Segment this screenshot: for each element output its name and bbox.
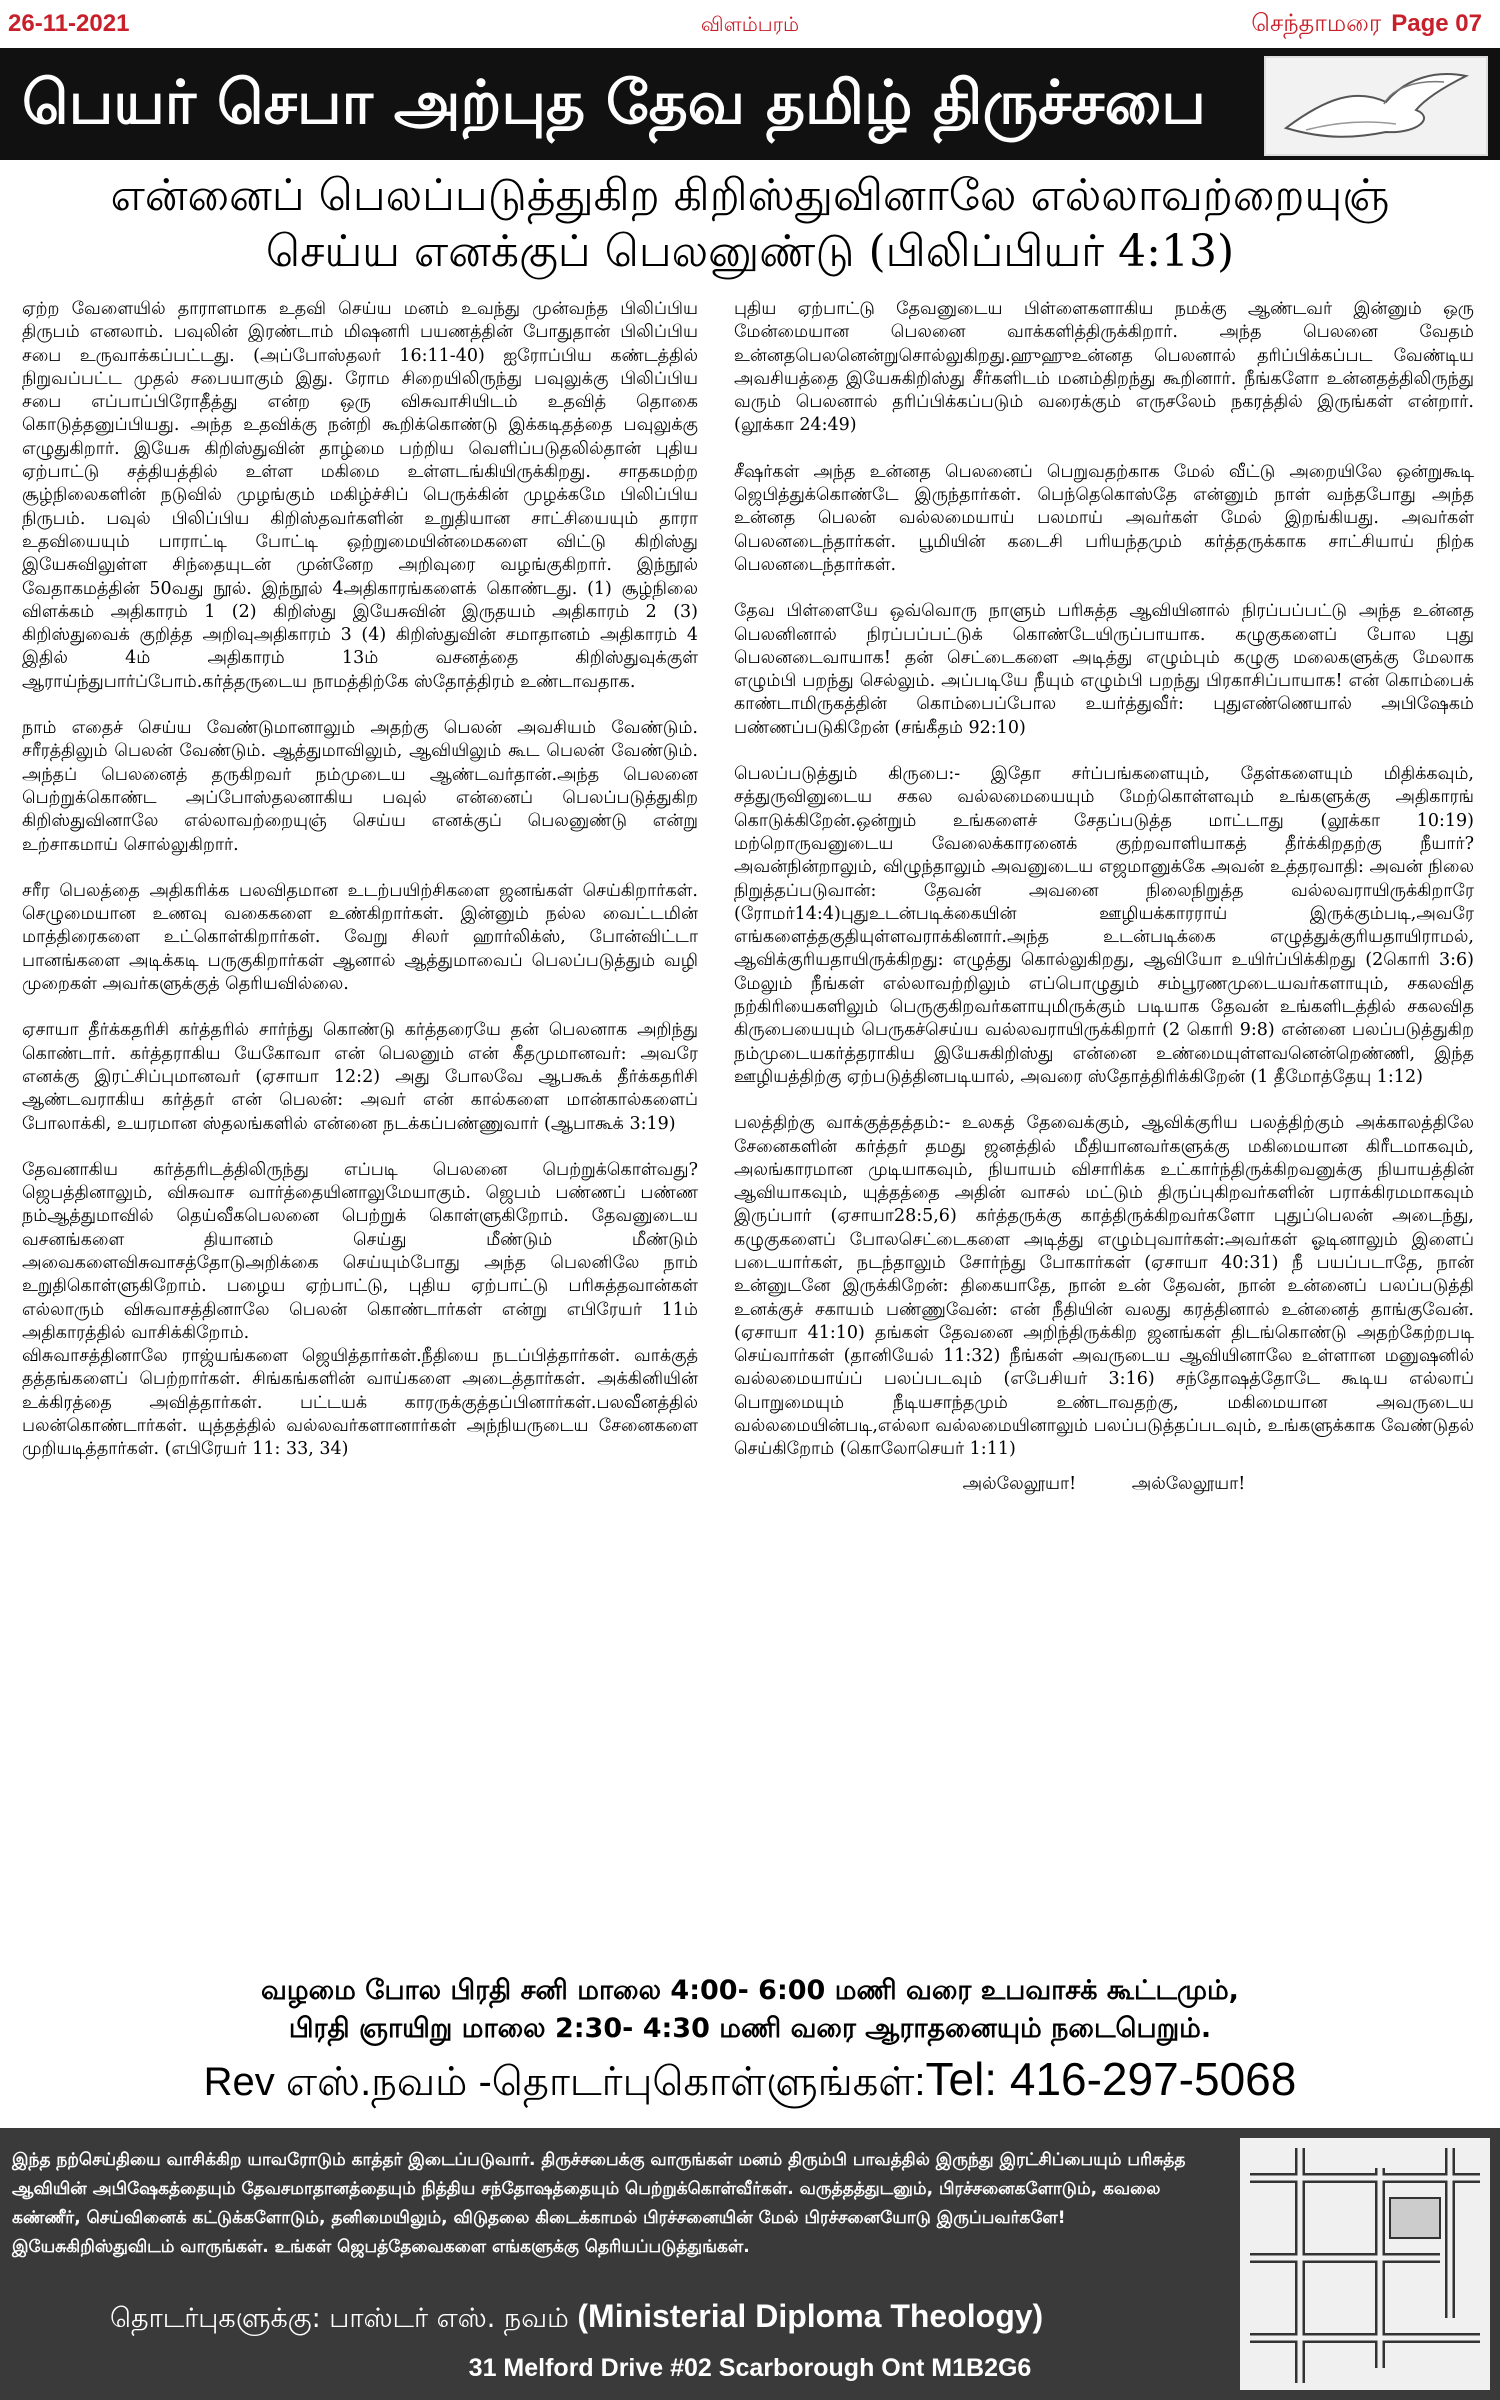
dove-logo-icon [1264,56,1488,156]
left-column [22,298,698,1485]
top-bar [0,0,1500,48]
hallelujah-2: அல்லேலூயா! [1131,1473,1246,1494]
headline-line-2: செய்ய எனக்குப் பெலனுண்டு (பிலிப்பியர் 4:13) [265,226,1235,277]
service-schedule [0,1972,1500,2048]
contacts-label: தொடர்புகளுக்கு: பாஸ்டர் எஸ். நவம் [110,2303,569,2334]
paragraph: நாம் எதைச் செய்ய வேண்டுமானாலும் அதற்கு பெலன் அவசியம் வேண்டும். சரீரத்திலும் பெலன் வேண்டும். ஆத்துமாவிலும், ஆவியிலும் கூட பெலன் வேண்டும். அந்தப் பெலனைத் தருகிறவர் நம்முடைய ஆண்டவர்தான்.அந்த பெலனை பெற்றுக்கொண்ட அப்போஸ்தலனாகிய பவுல் என்னைப் பெலப்படுத்துகிற கிறிஸ்துவினாலே எல்லாவற்றையுஞ் செய்ய எனக்குப் பெலனுண்டு என்று உற்சாகமாய் சொல்லுகிறார். [22,718,698,855]
footer-contacts [110,2298,1043,2338]
paragraph: பலத்திற்கு வாக்குத்தத்தம்:- உலகத் தேவைக்கும், ஆவிக்குரிய பலத்திற்கும் அக்காலத்திலே சேனைகளின் கர்த்தர் தமது ஜனத்தில் மீதியானவர்களுக்கு மகிமையான கிரீடமாகவும், அலங்காரமான முடியாகவும், நியாயம் விசாரிக்க உட்கார்ந்திருக்கிறவனுக்கு நியாயத்தின் ஆவியாகவும், யுத்தத்தை அதின் வாசல் மட்டும் திருப்புகிறவர்களின் பராக்கிரமமாகவும் இருப்பார் (ஏசாயா28:5,6) கர்த்தருக்கு காத்திருக்கிறவர்களோ புதுப்பெலன் அடைந்து, கழுகுகளைப் போலசெட்டைகளை அடித்து எழும்புவார்கள்:அவர்கள் ஓடினாலும் இளைப் படையார்கள், நடந்தாலும் சோர்ந்து போகார்கள் (ஏசாயா 40:31) நீ பயப்படாதே, நான் உன்னுடனே இருக்கிறேன்: திகையாதே, நான் உன் தேவன், நான் உன்னைப் பலப்படுத்தி உனக்குச் சகாயம் பண்ணுவேன்: என் நீதியின் வலது கரத்தினால் உன்னைத் தாங்குவேன். (ஏசாயா 41:10) தங்கள் தேவனை அறிந்திருக்கிற ஜனங்கள் திடங்கொண்டு அதற்கேற்றபடி செய்வார்கள் (தானியேல் 11:32) நீங்கள் அவருடைய ஆவியினாலே உள்ளான மனுஷனில் வல்லமையாய்ப் பலப்படவும் (எபேசியர் 3:16) சந்தோஷத்தோடே கூடிய எல்லாப் பொறுமையும் நீடியசாந்தமும் உண்டாவதற்கு, மகிமையான அவருடைய வல்லமையின்படி,எல்லா வல்லமையினாலும் பலப்படுத்தப்படவும், உங்களுக்காக வேண்டுதல் செய்கிறோம் (கொலோசெயர் 1:11) [734,1113,1474,1460]
headline [0,168,1500,280]
pastor-contact: Rev எஸ்.நவம் -தொடர்புகொள்ளுங்கள்: [203,2060,926,2104]
page-info [1251,10,1482,40]
telephone: Tel: 416-297-5068 [925,2053,1297,2105]
church-name: பெயர் செபா அற்புத தேவ தமிழ் திருச்சபை [22,68,1206,138]
paragraph: தேவனாகிய கர்த்தரிடத்திலிருந்து எப்படி பெலனை பெற்றுக்கொள்வது? ஜெபத்தினாலும், விசுவாச வார்த்தையினாலுமேயாகும். ஜெபம் பண்ணப் பண்ண நம்ஆத்துமாவில் தெய்வீகபெலனை பெற்றுக் கொள்ளுகிறோம். தேவனுடைய வசனங்களை தியானம் செய்து மீண்டும் மீண்டும் அவைகளைவிசுவாசத்தோடுஅறிக்கை செய்யும்போது அந்த பெலனிலே நாம் உறுதிகொள்ளுகிறோம். பழைய ஏற்பாட்டு, புதிய ஏற்பாட்டு பரிசுத்தவான்கள் எல்லாரும் விசுவாசத்தினாலே பெலன் கொண்டார்கள் என்று எபிரேயர் 11ம் அதிகாரத்தில் வாசிக்கிறோம். [22,1159,698,1343]
church-address: 31 Melford Drive #02 Scarborough Ont M1B2G6 [468,2354,1032,2382]
headline-line-1: என்னைப் பெலப்படுத்துகிற கிறிஸ்துவினாலே எல்லாவற்றையுஞ் [110,170,1390,221]
paragraph: சீஷர்கள் அந்த உன்னத பெலனைப் பெறுவதற்காக மேல் வீட்டு அறையிலே ஒன்றுகூடி ஜெபித்துக்கொண்டே இருந்தார்கள். பெந்தெகொஸ்தே என்னும் நாள் வந்தபோது அந்த உன்னத பெலன் வல்லமையாய் பலமாய் அவர்கள் மேல் இறங்கியது. அவர்கள் பெலனடைந்தார்கள். பூமியின் கடைசி பரியந்தமும் கர்த்தருக்காக சாட்சியாய் நிற்க பெலனடைந்தார்கள். [734,461,1474,575]
paragraph: தேவ பிள்ளையே ஒவ்வொரு நாளும் பரிசுத்த ஆவியினால் நிரப்பப்பட்டு அந்த உன்னத பெலனினால் நிரப்பப்பட்டுக் கொண்டேயிருப்பாயாக. கழுகுகளைப் போல புது பெலனடைவாயாக! தன் செட்டைகளை அடித்து எழும்பும் கழுகு மலைகளுக்கு மேலாக எழும்பி பறந்து செல்லும். அப்படியே நீயும் எழும்பி பறந்து பிரகாசிப்பாயாக! என் கொம்பைக் காண்டாமிருகத்தின் கொம்பைப்போல உயர்த்துவீர்: புதுஎண்ணெயால் அபிஷேகம் பண்ணப்படுகிறேன் (சங்கீதம் 92:10) [734,601,1474,738]
schedule-line-2: பிரதி ஞாயிறு மாலை 2:30- 4:30 மணி வரை ஆராதனையும் நடைபெறும். [288,2013,1212,2044]
issue-date: 26-11-2021 [8,10,130,37]
closing-hallelujah [734,1473,1474,1496]
page-number: Page 07 [1391,10,1482,37]
paragraph: பெலப்படுத்தும் கிருபை:- இதோ சர்ப்பங்களையும், தேள்களையும் மிதிக்கவும், சத்துருவினுடைய சகல வல்லமையையும் மேற்கொள்ளவும் உங்களுக்கு அதிகாரங் கொடுக்கிறேன்.ஒன்றும் உங்களைச் சேதப்படுத்த மாட்டாது (லூக்கா 10:19) மற்றொருவனுடைய வேலைக்காரனைக் குற்றவாளியாகத் தீர்க்கிறதற்கு நீயார்?அவன்நின்றாலும், விழுந்தாலும் அவனுடைய எஜமானுக்கே அவன் உத்தரவாதி: அவன் நிலை நிறுத்தப்படுவான்: தேவன் அவனை நிலைநிறுத்த வல்லவராயிருக்கிறாரே (ரோமர்14:4)புதுஉடன்படிக்கையின் ஊழியக்காரராய் இருக்கும்படி,அவரே எங்களைத்தகுதியுள்ளவராக்கினார்.அந்த உடன்படிக்கை எழுத்துக்குரியதாயிராமல், ஆவிக்குரியதாயிருக்கிறது: எழுத்து கொல்லுகிறது, ஆவியோ உயிர்ப்பிக்கிறது (2கொரி 3:6) மேலும் நீங்கள் எல்லாவற்றிலும் எப்பொழுதும் சம்பூரணமுடையவர்களாயும், சகலவித நற்கிரியைகளிலும் பெருகுகிறவர்களாயுமிருக்கும் படியாக தேவன் உங்களிடத்தில் சகலவித கிருபையையும் பெருகச்செய்ய வல்லவராயிருக்கிறார் (2 கொரி 9:8) என்னை பலப்படுத்துகிற நம்முடையகர்த்தராகிய இயேசுகிறிஸ்து என்னை உண்மையுள்ளவனென்றெண்ணி, இந்த ஊழியத்திற்கு ஏற்படுத்தினபடியால், அவரை ஸ்தோத்திரிக்கிறேன் (1 தீமோத்தேயு 1:12) [734,764,1474,1087]
footer-message: இந்த நற்செய்தியை வாசிக்கிற யாவரோடும் காத்தர் இடைப்படுவார். திருச்சபைக்கு வாருங்கள் மனம் திரும்பி பாவத்தில் இருந்து இரட்சிப்பையும் பரிசுத்த ஆவியின் அபிஷேகத்தையும் தேவசமாதானத்தையும் நித்திய சந்தோஷத்தையும் பெற்றுக்கொள்வீர்கள். வருத்தத்துடனும், பிரச்சனைகளோடும், கவலை கண்ணீர், செய்வினைக் கட்டுக்களோடும், தனிமையிலும், விடுதலை கிடைக்காமல் பிரச்சனையின் மேல் பிரச்சனையோடு இருப்பவர்களே! இயேசுகிறிஸ்துவிடம் வாருங்கள். உங்கள் ஜெபத்தேவைகளை எங்களுக்கு தெரியப்படுத்துங்கள். [12,2150,1186,2257]
contact-line [0,2052,1500,2110]
diploma-label: (Ministerial Diploma Theology) [577,2298,1044,2334]
section-label: விளம்பரம் [700,12,800,36]
paragraph: ஏற்ற வேளையில் தாராளமாக உதவி செய்ய மனம் உவந்து முன்வந்த பிலிப்பிய திருபம் எனலாம். பவுலின் இரண்டாம் மிஷனரி பயணத்தின் போதுதான் பிலிப்பிய சபை உருவாக்கப்பட்டது. (அப்போஸ்தலர் 16:11-40) ஐரோப்பிய கண்டத்தில் நிறுவப்பட்ட முதல் சபையாகும் இது. ரோம சிறையிலிருந்து பவுலுக்கு பிலிப்பிய சபை எப்பாப்பிரோதீத்து என்ற ஒரு விசுவாசியிடம் உதவித் தொகை கொடுத்தனுப்பியது. அந்த உதவிக்கு நன்றி கூறிக்கொண்டு இக்கடிதத்தை பவுலுக்கு எழுதுகிறார். இயேசு கிறிஸ்துவின் தாழ்மை பற்றிய வெளிப்படுதலில்தான் புதிய ஏற்பாட்டு சத்தியத்தில் உள்ள மகிமை உள்ளடங்கியிருக்கிறது. சாதகமற்ற சூழ்நிலைகளின் நடுவில் முழங்கும் மகிழ்ச்சிப் பெருக்கின் முழக்கமே பிலிப்பிய நிருபம். பவுல் பிலிப்பிய கிறிஸ்தவர்களின் உறுதியான சாட்சியையும் தாரா உதவியையும் பாராட்டி போட்டி ஒற்றுமையின்மைகளை விட்டு கிறிஸ்து இயேசுவிலுள்ள சிந்தையுடன் முன்னேற அறிவுரை வழங்குகிறார். இந்நூல் வேதாகமத்தின் 50வது நூல். இந்நூல் 4அதிகாரங்களைக் கொண்டது. (1) சூழ்நிலை விளக்கம் அதிகாரம் 1 (2) கிறிஸ்து இயேசுவின் இருதயம் அதிகாரம் 2 (3) கிறிஸ்துவைக் குறித்த அறிவுஅதிகாரம் 3 (4) கிறிஸ்துவின் சமாதானம் அதிகாரம் 4 இதில் 4ம் அதிகாரம் 13ம் வசனத்தை கிறிஸ்துவுக்குள் ஆராய்ந்துபார்ப்போம்.கர்த்தருடைய நாமத்திற்கே ஸ்தோத்திரம் உண்டாவதாக. [22,299,698,692]
church-banner [0,48,1500,160]
hallelujah-1: அல்லேலூயா! [962,1473,1077,1494]
paper-name: செந்தாமரை [1251,10,1382,37]
paragraph: புதிய ஏற்பாட்டு தேவனுடைய பிள்ளைகளாகிய நமக்கு ஆண்டவர் இன்னும் ஒரு மேன்மையான பெலனை வாக்களித்திருக்கிறார். அந்த பெலனை வேதம் உன்னதபெலனென்றுசொல்லுகிறது.ஹுஹுஉன்னத பெலனால் தரிப்பிக்கப்பட வேண்டிய அவசியத்தை இயேசுகிறிஸ்து சீர்களிடம் மனம்திறந்து கூறினார். நீங்களோ உன்னதத்திலிருந்து வரும் பெலனால் தரிப்பிக்கப்படும் வரைக்கும் எருசலேம் நகரத்தில் இருங்கள் என்றார். (லூக்கா 24:49) [734,299,1474,436]
paragraph: விசுவாசத்தினாலே ராஜ்யங்களை ஜெயித்தார்கள்.நீதியை நடப்பித்தார்கள். வாக்குத் தத்தங்களைப் பெற்றார்கள். சிங்கங்களின் வாய்களை அடைத்தார்கள். அக்கினியின் உக்கிரத்தை அவித்தார்கள். பட்டயக் காரருக்குத்தப்பினார்கள்.பலவீனத்தில் பலன்கொண்டார்கள். யுத்தத்தில் வல்லவர்களானார்கள் அந்நியருடைய சேனைகளை முறியடித்தார்கள். (எபிரேயர் 11: 33, 34) [22,1346,698,1460]
right-column [734,298,1474,1496]
location-map-icon [1240,2138,1490,2390]
paragraph: சரீர பெலத்தை அதிகரிக்க பலவிதமான உடற்பயிற்சிகளை ஜனங்கள் செய்கிறார்கள். செழுமையான உணவு வகைகளை உண்கிறார்கள். இன்னும் நல்ல வைட்டமின் மாத்திரைகளை உட்கொள்கிறார்கள். வேறு சிலர் ஹார்லிக்ஸ், போன்விட்டா பானங்களை அடிக்கடி பருகுகிறார்கள் ஆனால் ஆத்துமாவைப் பெலப்படுத்தும் வழி முறைகள் அவர்களுக்குத் தெரியவில்லை. [22,880,698,995]
paragraph: ஏசாயா தீர்க்கதரிசி கர்த்தரில் சார்ந்து கொண்டு கர்த்தரையே தன் பெலனாக அறிந்து கொண்டார். கர்த்தராகிய யேகோவா என் பெலனும் என் கீதமுமானவர்: அவரே எனக்கு இரட்சிப்புமானவர் (ஏசாயா 12:2) அது போலவே ஆபகூக் தீர்க்கதரிசி ஆண்டவராகிய கர்த்தர் என் பெலன்: அவர் என் கால்களை மான்கால்களைப் போலாக்கி, உயரமான ஸ்தலங்களில் என்னை நடக்கப்பண்ணுவார் (ஆபாகூக் 3:19) [22,1020,698,1134]
schedule-line-1: வழமை போல பிரதி சனி மாலை 4:00- 6:00 மணி வரை உபவாசக் கூட்டமும், [261,1975,1239,2006]
footer [0,2128,1500,2400]
